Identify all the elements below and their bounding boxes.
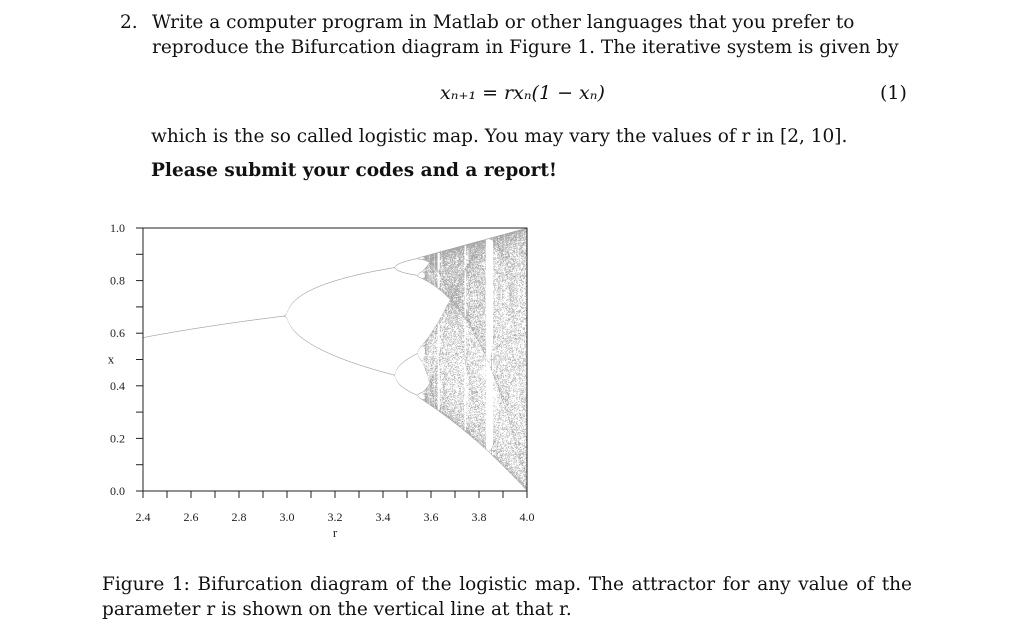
x-axis-label: r bbox=[332, 525, 338, 540]
bifurcation-figure bbox=[95, 210, 565, 550]
x-tick-label: 3.6 bbox=[423, 510, 439, 524]
y-tick-label: 0.6 bbox=[110, 326, 125, 341]
problem-number: 2. bbox=[120, 12, 138, 33]
submission-instruction: Please submit your codes and a report! bbox=[151, 160, 558, 181]
x-tick-label: 3.8 bbox=[471, 510, 487, 524]
figure-caption: Figure 1: Bifurcation diagram of the logistic map. The attractor for any value of the parameter r is shown on the vertical line at that r. bbox=[102, 574, 912, 620]
bifurcation-points bbox=[143, 228, 528, 491]
logistic-equation: xₙ₊₁ = rxₙ(1 − xₙ) bbox=[440, 82, 605, 104]
x-tick-label: 3.2 bbox=[327, 510, 343, 524]
plot-points bbox=[143, 228, 528, 491]
y-tick-label: 0.4 bbox=[110, 378, 125, 393]
y-tick-label: 1.0 bbox=[110, 221, 125, 235]
problem-text: Write a computer program in Matlab or other languages that you prefer to reproduce the Bifurcation diagram in Figure 1. The iterative system is given by bbox=[152, 12, 899, 58]
y-tick-label: 0.2 bbox=[110, 431, 125, 446]
x-tick-label: 3.0 bbox=[279, 510, 295, 524]
x-tick-label: 4.0 bbox=[519, 510, 535, 524]
x-tick-label: 2.4 bbox=[135, 510, 151, 524]
problem-description: which is the so called logistic map. You may vary the values of r in [2, 10]. bbox=[151, 126, 848, 147]
x-tick-label: 2.6 bbox=[183, 510, 199, 524]
y-axis-label: x bbox=[107, 351, 115, 367]
y-tick-label: 0.0 bbox=[110, 484, 125, 498]
bifurcation-chart bbox=[95, 210, 565, 550]
y-tick-label: 0.8 bbox=[110, 273, 125, 288]
x-tick-label: 2.8 bbox=[231, 510, 247, 524]
x-tick-label: 3.4 bbox=[375, 510, 391, 524]
equation-number: (1) bbox=[880, 82, 907, 104]
